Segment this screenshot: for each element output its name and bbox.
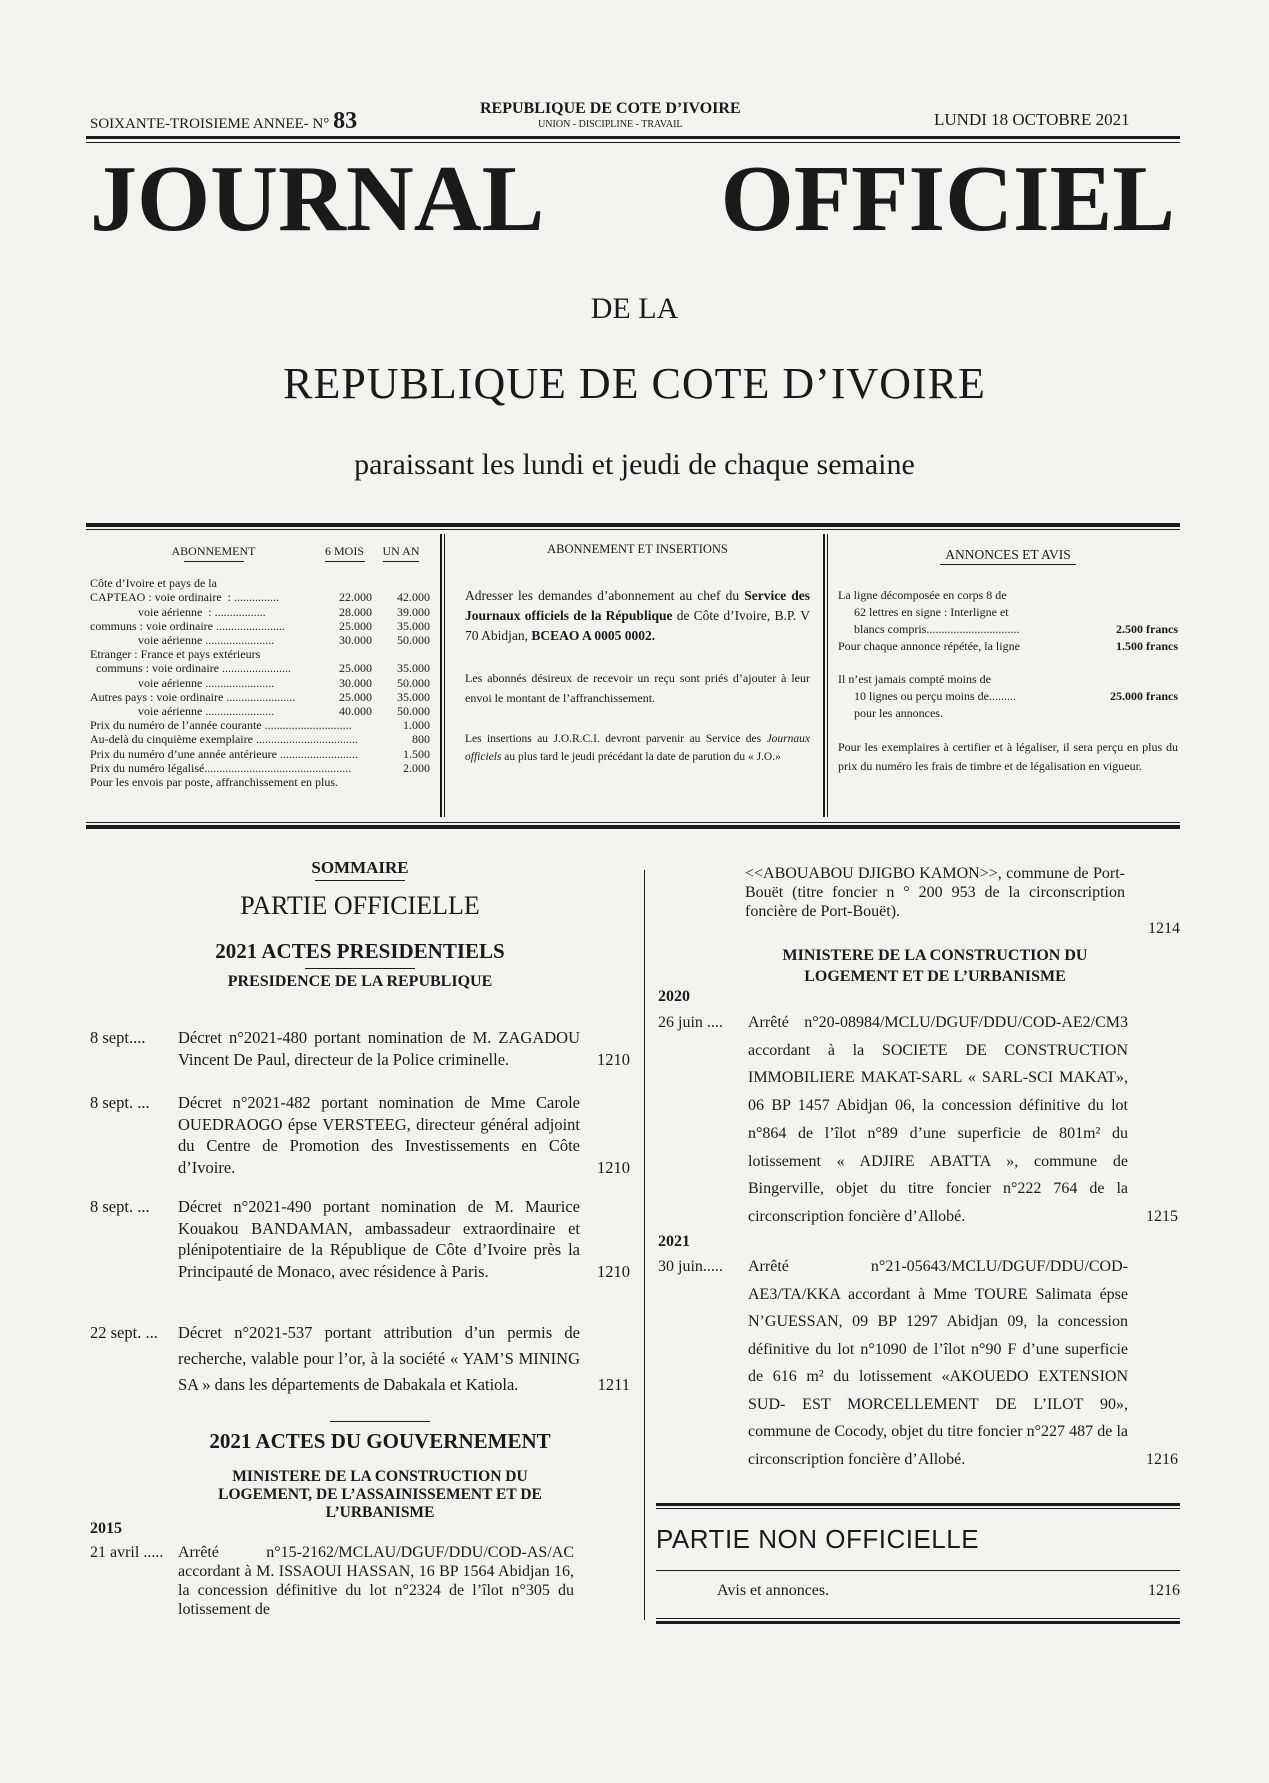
- year-2021: 2021: [658, 1233, 690, 1250]
- subscription-un-an-value: 35.000: [397, 689, 430, 704]
- subscription-6-mois-value: [352, 718, 390, 732]
- presidence-heading: PRESIDENCE DE LA REPUBLIQUE: [227, 973, 493, 990]
- announcements-column: [838, 546, 1178, 776]
- subscription-6-mois-value: 25.000: [339, 618, 372, 633]
- info-box-bottom-rule-thin: [86, 822, 1180, 823]
- toc-entry: 26 juin .... Arrêté n°20-08984/MCLU/DGUF/DDU/COD-AE2/CM3 accordant à la SOCIETE DE CONSTRUCTION IMMOBILIERE MAKAT-SARL « SARL-SCI MAKAT», 06 BP 1457 Abidjan 06, la concession définitive du lot n°864 de l’îlot n°89 d’une superficie de 801m² du lotissement « ADJIRE ABATTA », commune de Bingerville, objet du titre foncier n°222 764 de la circonscription foncière d’Allobé. 1215: [658, 1009, 1178, 1231]
- continued-entry: <<ABOUABOU DJIGBO KAMON>>, commune de Port-Bouët (titre foncier n ° 200 953 de la circonscription foncière de Port-Bouët).: [745, 865, 1125, 920]
- subscription-un-an-value: 1.000: [403, 718, 430, 733]
- announcements-heading: ANNONCES ET AVIS: [945, 547, 1071, 562]
- announce-line-2: 62 lettres en signe : Interligne et: [854, 605, 1009, 619]
- subscription-row-label: Pour les envois par poste, affranchissement en plus.: [90, 775, 339, 790]
- insertions-receipt-note: Les abonnés désireux de recevoir un reçu sont priés d’ajouter à leur envoi le montant de l’affranchissement.: [465, 671, 810, 705]
- issue-number-line: SOIXANTE-TROISIEME ANNEE- N° 83: [90, 108, 358, 134]
- page-number: 1211: [597, 1375, 630, 1394]
- subscription-row: [90, 732, 430, 746]
- non-officielle-rule-bottom-thin: [656, 1618, 1180, 1619]
- price-repeat-line: 1.500 francs: [1116, 639, 1178, 653]
- subscription-row-label: communs : voie ordinaire .......................: [90, 618, 285, 633]
- subscription-row-label: Etranger : France et pays extérieurs: [90, 647, 261, 662]
- info-box-divider-1: [440, 534, 442, 817]
- non-officielle-rule-mid: [656, 1570, 1180, 1571]
- subscription-row: [90, 704, 430, 718]
- subscription-row-label: CAPTEAO : voie ordinaire : ...............: [90, 590, 279, 605]
- subscription-un-an-value: [372, 576, 430, 590]
- announce-line-3: blancs compris...............................: [854, 622, 1020, 636]
- subscription-un-an-value: [372, 647, 430, 661]
- year-2020: 2020: [658, 988, 690, 1005]
- summary-left-column: [90, 858, 630, 991]
- subscription-6-mois-value: 22.000: [339, 590, 372, 605]
- subscription-row: [90, 605, 430, 619]
- subscription-6-mois-value: 25.000: [339, 689, 372, 704]
- subscription-row: [90, 747, 430, 761]
- title-de-la: DE LA: [590, 292, 679, 325]
- ministere-construction-urbanisme: MINISTERE DE LA CONSTRUCTION DU LOGEMENT ET DE L’URBANISME: [782, 947, 1088, 985]
- subscription-6-mois-value: 30.000: [339, 633, 372, 648]
- subscription-row-label: Au-delà du cinquième exemplaire ..................................: [90, 732, 358, 747]
- subscription-6-mois-value: [351, 761, 389, 775]
- page-number: 1216: [1146, 1450, 1178, 1468]
- non-officielle-rule-bottom: [656, 1621, 1180, 1624]
- toc-entry: 22 sept. ... Décret n°2021-537 portant attribution d’un permis de recherche, valable pour l’or, à la société « YAM’S MINING SA » dans les départements de Dabakala et Katiola. 1211: [90, 1320, 630, 1398]
- avis-annonces-entry: Avis et annonces.: [717, 1582, 830, 1599]
- subscription-row-label: voie aérienne .......................: [90, 675, 275, 690]
- issue-number: 83: [333, 108, 358, 134]
- ministere-construction-assainissement: MINISTERE DE LA CONSTRUCTION DU LOGEMENT, DE L’ASSAINISSEMENT ET DE L’URBANISME: [218, 1468, 542, 1521]
- announce-line-1: La ligne décomposée en corps 8 de: [838, 588, 1007, 602]
- subscription-6-mois-value: [338, 775, 383, 789]
- insertions-column: [465, 542, 810, 766]
- subscription-6-mois-value: [358, 732, 393, 746]
- divider-short: [330, 1421, 430, 1422]
- subscription-row: [90, 761, 430, 775]
- subscription-row-label: Prix du numéro d’une année antérieure ..........................: [90, 746, 358, 761]
- toc-entry: 8 sept. ... Décret n°2021-482 portant nomination de Mme Carole OUEDRAOGO épse VERSTEEG, directeur général adjoint du Centre de Promotion des Investissements en Côte d’Ivoire. 1210: [90, 1093, 630, 1177]
- non-officielle-rule-top-thin: [656, 1508, 1180, 1509]
- header-rule-thin: [86, 142, 1180, 143]
- subscription-row: [90, 576, 430, 590]
- subscription-row: [90, 633, 430, 647]
- subscription-6-mois-value: 40.000: [339, 704, 372, 719]
- subscription-row-label: Côte d’Ivoire et pays de la: [90, 576, 217, 591]
- subscription-un-an-value: 39.000: [397, 604, 430, 619]
- subscription-row-label: voie aérienne .......................: [90, 633, 275, 648]
- subscription-un-an-value: 35.000: [397, 618, 430, 633]
- insertions-heading: ABONNEMENT ET INSERTIONS: [547, 542, 728, 556]
- subscription-un-an-value: 800: [412, 732, 430, 747]
- toc-entry: 8 sept.... Décret n°2021-480 portant nomination de M. ZAGADOU Vincent De Paul, directeur de la Police criminelle. 1210: [90, 1028, 630, 1069]
- republic-name: REPUBLIQUE DE COTE D’IVOIRE: [480, 100, 741, 117]
- price-per-line: 2.500 francs: [1116, 622, 1178, 636]
- subscription-un-an-value: 42.000: [397, 590, 430, 605]
- actes-gouvernement-heading: 2021 ACTES DU GOUVERNEMENT: [209, 1429, 551, 1453]
- subscription-6-mois-value: 25.000: [339, 661, 372, 676]
- subscription-6-mois-value: [317, 576, 372, 590]
- subscription-un-an-value: 2.000: [403, 760, 430, 775]
- title-word-officiel: OFFICIEL: [720, 147, 1175, 251]
- summary-title: SOMMAIRE: [311, 858, 409, 877]
- col-un-an: UN AN: [382, 544, 420, 558]
- partie-officielle-heading: PARTIE OFFICIELLE: [240, 891, 480, 920]
- subscription-table: [90, 544, 430, 789]
- subscription-un-an-value: 50.000: [397, 633, 430, 648]
- title-republique: REPUBLIQUE DE COTE D’IVOIRE: [283, 359, 986, 408]
- publication-frequency: paraissant les lundi et jeudi de chaque semaine: [354, 448, 915, 481]
- insertions-deadline-note: Les insertions au J.O.R.C.I. devront parvenir au Service des Journaux officiels au plus tard le jeudi précédant la date de parution du « J.O.»: [465, 733, 810, 763]
- subscription-row-label: Prix du numéro de l’année courante .............................: [90, 718, 352, 733]
- subscription-un-an-value: 1.500: [403, 746, 430, 761]
- partie-non-officielle-heading: PARTIE NON OFFICIELLE: [656, 1524, 980, 1554]
- toc-entry: 8 sept. ... Décret n°2021-490 portant nomination de M. Maurice Kouakou BANDAMAN, ambassadeur extraordinaire et plénipotentiaire de la République de Côte d’Ivoire près la Principauté de Monaco, avec résidence à Paris. 1210: [90, 1197, 630, 1281]
- announce-line-5: Il n’est jamais compté moins de: [838, 672, 991, 686]
- header-rule-thick: [86, 136, 1180, 139]
- subscription-heading: ABONNEMENT: [171, 544, 256, 558]
- subscription-row: [90, 775, 430, 789]
- subscription-6-mois-value: [358, 747, 393, 761]
- subscription-row-label: voie aérienne : .................: [90, 604, 266, 619]
- subscription-un-an-value: 35.000: [397, 661, 430, 676]
- actes-presidentiels-heading: 2021 ACTES PRESIDENTIELS: [215, 939, 505, 963]
- page-number: 1210: [597, 1049, 630, 1069]
- announce-line-7: pour les annonces.: [854, 706, 943, 720]
- page-number: 1210: [597, 1157, 630, 1177]
- year-2015: 2015: [90, 1520, 122, 1537]
- page-number: 1210: [597, 1261, 630, 1281]
- subscription-row-label: Prix du numéro légalisé.................................................: [90, 760, 352, 775]
- subscription-row-label: voie aérienne .......................: [90, 704, 275, 719]
- column-divider: [644, 870, 645, 1620]
- info-box-top-rule: [86, 523, 1180, 527]
- subscription-row: [90, 718, 430, 732]
- info-box-divider-2b: [827, 534, 828, 817]
- legalisation-note: Pour les exemplaires à certifier et à légaliser, il sera perçu en plus du prix du numéro les frais de timbre et de légalisation en vigueur.: [838, 740, 1178, 773]
- page-number: 1215: [1146, 1207, 1178, 1225]
- subscription-6-mois-value: 28.000: [339, 604, 372, 619]
- republic-header: [480, 100, 741, 130]
- announce-line-4: Pour chaque annonce répétée, la ligne: [838, 639, 1020, 653]
- subscription-row-label: Autres pays : voie ordinaire .......................: [90, 689, 296, 704]
- page-number: 1216: [1148, 1582, 1180, 1599]
- col-6-mois: 6 MOIS: [324, 544, 364, 558]
- info-box-divider-2: [823, 534, 825, 817]
- page-number: 1214: [1148, 920, 1180, 937]
- info-box-top-rule-thin: [86, 529, 1180, 530]
- subscription-row: [90, 590, 430, 604]
- subscription-row: [90, 619, 430, 633]
- subscription-6-mois-value: 30.000: [339, 675, 372, 690]
- issue-date: LUNDI 18 OCTOBRE 2021: [934, 110, 1130, 129]
- info-box-divider-1b: [444, 534, 445, 817]
- subscription-row: [90, 690, 430, 704]
- title-word-journal: JOURNAL: [90, 147, 545, 251]
- info-box-bottom-rule: [86, 825, 1180, 829]
- journal-title: [90, 147, 1175, 251]
- subscription-un-an-value: [383, 775, 430, 789]
- subscription-un-an-value: 50.000: [397, 675, 430, 690]
- non-officielle-rule-top: [656, 1503, 1180, 1506]
- subscription-row: [90, 676, 430, 690]
- announce-line-6: 10 lignes ou perçu moins de.........: [854, 689, 1016, 703]
- toc-entry: 30 juin..... Arrêté n°21-05643/MCLU/DGUF/DDU/COD-AE3/TA/KKA accordant à Mme TOURE Salimata épse N’GUESSAN, 09 BP 1297 Abidjan 09, la concession définitive du lot n°1090 de l’îlot n°90 F d’une superficie de 616 m² du lotissement «AKOUEDO EXTENSION SUD- EST MORCELLEMENT DE L’ILOT 90», commune de Cocody, objet du titre foncier n°227 487 de la circonscription foncière d’Allobé. 1216: [658, 1253, 1178, 1473]
- national-motto: UNION - DISCIPLINE - TRAVAIL: [538, 119, 683, 130]
- insertions-address: Adresser les demandes d’abonnement au chef du Service des Journaux officiels de la République de Côte d’Ivoire, B.P. V 70 Abidjan, BCEAO A 0005 0002.: [465, 588, 811, 643]
- subscription-6-mois-value: [317, 647, 372, 661]
- minimum-price: 25.000 francs: [1110, 689, 1178, 703]
- toc-entry: 21 avril ..... Arrêté n°15-2162/MCLAU/DGUF/DDU/COD-AS/AC accordant à M. ISSAOUI HASSAN, 16 BP 1564 Abidjan 16, la concession définitive du lot n°2324 de l’îlot n°305 du lotissement de: [90, 1544, 574, 1618]
- subscription-un-an-value: 50.000: [397, 704, 430, 719]
- subscription-row: [90, 661, 430, 675]
- subscription-row: [90, 647, 430, 661]
- subscription-rows: [90, 576, 430, 789]
- subscription-row-label: communs : voie ordinaire .......................: [90, 661, 291, 676]
